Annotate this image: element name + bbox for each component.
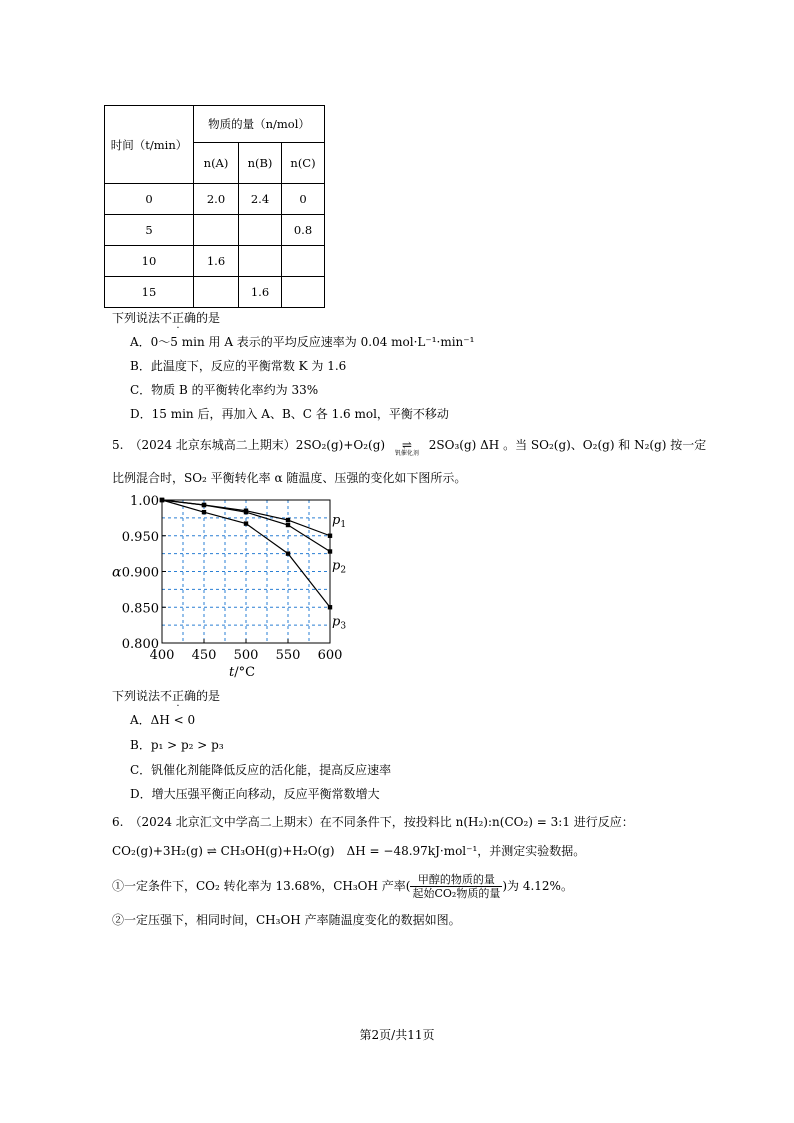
q4-option-d: D．15 min 后，再加入 A、B、C 各 1.6 mol，平衡不移动 (130, 407, 449, 421)
conversion-chart (104, 490, 364, 682)
table-cell: 15 (105, 277, 194, 308)
col-b-header: n(B) (239, 143, 282, 184)
table-cell: 1.6 (194, 246, 239, 277)
q5-stem-prefix: 5. （2024 北京东城高二上期末）2SO₂(g)+O₂(g) (112, 438, 386, 452)
data-point-p2 (328, 549, 332, 553)
q5-option-d: D．增大压强平衡正向移动，反应平衡常数增大 (130, 787, 380, 801)
q5-option-b: B．p₁ > p₂ > p₃ (130, 738, 224, 752)
table-row (105, 215, 325, 246)
q6-stem-line1: 6. （2024 北京汇文中学高二上期末）在不同条件下，按投料比 n(H₂):n(CO₂) = 3:1 进行反应： (112, 815, 634, 829)
q4-option-b: B．此温度下，反应的平衡常数 K 为 1.6 (130, 359, 347, 373)
series-label-p3: $p_3$ (332, 614, 347, 632)
x-axis-label: t/°C (228, 665, 256, 680)
data-point-p3 (160, 498, 164, 502)
q4-prompt-suffix: 的是 (196, 311, 221, 325)
q6-item-1-prefix: ①一定条件下，CO₂ 转化率为 13.68%，CH₃OH 产率( (112, 879, 411, 893)
x-tick-label: 400 (149, 648, 175, 663)
q4-prompt-emph: 不正确 (160, 311, 197, 325)
col-a-header: n(A) (194, 143, 239, 184)
table-row (105, 184, 325, 215)
time-header: 时间（t/min） (105, 106, 194, 184)
q5-prompt (112, 688, 220, 704)
table-cell: 0 (282, 184, 325, 215)
table-cell: 5 (105, 215, 194, 246)
equilibrium-arrow: ⇌ 钒催化剂 (389, 437, 425, 453)
q6-equation: CO₂(g)+3H₂(g) ⇌ CH₃OH(g)+H₂O(g) ΔH = −48.97kJ·mol⁻¹，并测定实验数据。 (112, 844, 586, 858)
page-footer: 第2页/共11页 (359, 1028, 435, 1042)
fraction-numerator: 甲醇的物质的量 (410, 873, 502, 887)
amount-table (104, 105, 325, 308)
table-cell (194, 215, 239, 246)
q6-item-1 (112, 872, 573, 900)
table-cell: 10 (105, 246, 194, 277)
data-point-p2 (286, 523, 290, 527)
y-tick-label: 1.00 (130, 494, 159, 509)
table-cell: 2.4 (239, 184, 282, 215)
data-point-p3 (286, 551, 290, 555)
data-point-p1 (286, 518, 290, 522)
y-tick-label: 0.950 (121, 529, 159, 545)
table-cell (239, 215, 282, 246)
q4-option-c: C．物质 B 的平衡转化率约为 33% (130, 383, 319, 397)
x-tick-label: 600 (317, 648, 343, 663)
table-cell (194, 277, 239, 308)
y-tick-label: 0.800 (121, 637, 159, 652)
data-point-p2 (202, 503, 206, 507)
data-point-p3 (202, 510, 206, 514)
table-row (105, 246, 325, 277)
q5-stem-suffix: 2SO₃(g) ΔH 。当 SO₂(g)、O₂(g) 和 N₂(g) 按一定 (428, 438, 707, 452)
y-tick-label: 0.900 (121, 565, 159, 581)
q5-prompt-emph: 不正确 (160, 689, 197, 703)
q4-prompt (112, 310, 220, 326)
y-axis-label: α (112, 564, 122, 581)
catalyst-label: 钒催化剂 (394, 450, 419, 457)
q5-prompt-suffix: 的是 (196, 689, 221, 703)
table-cell: 2.0 (194, 184, 239, 215)
fraction-denominator: 起始CO₂物质的量 (412, 887, 501, 900)
q6-item-2: ②一定压强下，相同时间，CH₃OH 产率随温度变化的数据如图。 (112, 913, 461, 927)
x-tick-label: 550 (275, 648, 301, 663)
table-cell: 1.6 (239, 277, 282, 308)
table-cell: 0.8 (282, 215, 325, 246)
data-point-p2 (244, 510, 248, 514)
q5-stem-line1 (112, 437, 707, 457)
table-cell (239, 246, 282, 277)
data-point-p1 (328, 534, 332, 538)
col-c-header: n(C) (282, 143, 325, 184)
q6-item-1-suffix: )为 4.12%。 (502, 879, 573, 893)
y-tick-label: 0.850 (121, 601, 159, 617)
series-label-p1: $p_1$ (332, 512, 347, 530)
x-tick-label: 450 (191, 648, 217, 663)
q4-option-a: A．0～5 min 用 A 表示的平均反应速率为 0.04 mol·L⁻¹·min⁻¹ (130, 335, 475, 349)
q5-prompt-prefix: 下列说法 (112, 689, 161, 703)
series-label-p2: $p_2$ (332, 558, 347, 576)
table-cell (282, 246, 325, 277)
yield-fraction (410, 873, 502, 900)
x-tick-label: 500 (233, 648, 259, 663)
data-point-p3 (244, 521, 248, 525)
q5-option-c: C．钒催化剂能降低反应的活化能，提高反应速率 (130, 763, 392, 777)
data-point-p3 (328, 605, 332, 609)
table-row (105, 277, 325, 308)
table-cell (282, 277, 325, 308)
amount-header: 物质的量（n/mol） (194, 106, 325, 143)
q5-stem-line2: 比例混合时，SO₂ 平衡转化率 α 随温度、压强的变化如下图所示。 (112, 471, 467, 485)
q5-option-a: A．ΔH < 0 (130, 713, 196, 727)
table-cell: 0 (105, 184, 194, 215)
q4-prompt-prefix: 下列说法 (112, 311, 161, 325)
